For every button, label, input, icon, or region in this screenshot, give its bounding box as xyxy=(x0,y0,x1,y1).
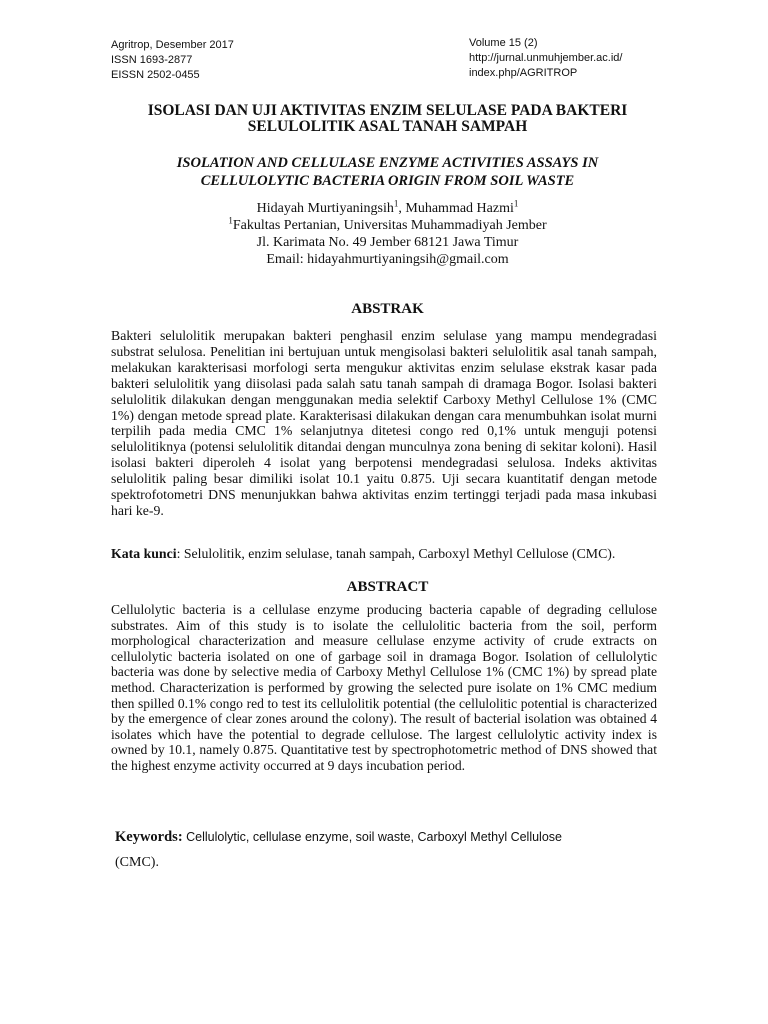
abstrak-heading: ABSTRAK xyxy=(351,301,424,317)
journal-eissn: EISSN 2502-0455 xyxy=(111,69,200,81)
abstract-keywords-label: Keywords: xyxy=(115,829,183,845)
author-2: Muhammad Hazmi xyxy=(405,201,514,216)
author-affiliation xyxy=(100,217,675,234)
abstrak-keywords-label: Kata kunci xyxy=(111,546,177,561)
paper-title-english xyxy=(100,154,675,190)
author-email: Email: hidayahmurtiyaningsih@gmail.com xyxy=(266,252,509,267)
author-names xyxy=(100,200,675,217)
journal-header-right xyxy=(469,36,622,81)
journal-date: Agritrop, Desember 2017 xyxy=(111,39,234,51)
journal-url-line2: index.php/AGRITROP xyxy=(469,67,578,79)
paper-title-english-line1: ISOLATION AND CELLULASE ENZYME ACTIVITIES ASSAYS IN xyxy=(176,155,599,171)
abstract-heading: ABSTRACT xyxy=(346,579,429,595)
abstract-keywords xyxy=(115,824,675,876)
affiliation-text: Fakultas Pertanian, Universitas Muhammadiyah Jember xyxy=(232,218,547,233)
author-1: Hidayah Murtiyaningsih xyxy=(256,201,394,216)
author-2-affiliation-mark: 1 xyxy=(513,198,519,209)
author-block xyxy=(100,200,675,268)
abstrak-body: Bakteri selulolitik merupakan bakteri penghasil enzim selulase yang mampu mendegradasi substrat selulosa. Penelitian ini bertujuan untuk mengisolasi bakteri selulolitik asal tanah sampah, melakukan karakterisasi morfologi serta mengukur aktivitas enzim selulase ekstrak kasar pada bakteri selulolitik yang diisolasi pada salah satu tanah sampah di dramaga Bogor. Isolasi bakteri selulolitik dilakukan dengan menggunakan media selektif Carboxy Methyl Cellulose 1% (CMC 1%) dengan metode spread plate. Karakterisasi dilakukan dengan cara menumbuhkan isolat murni terpilih pada media CMC 1% selanjutnya ditetesi congo red 0,1% untuk menguji potensi selulolitiknya (potensi selulolitik ditandai dengan munculnya zona bening di sekitar koloni). Hasil isolasi bakteri diperoleh 4 isolat yang berpotensi mendegradasi selulosa. Indeks aktivitas selulolitik paling besar dimiliki isolat 10.1 yaitu 0.875. Uji secara kuantitatif dengan metode spektrofotometri DNS menunjukkan bahwa aktivitas enzim tertinggi terjadi pada masa inkubasi hari ke-9. xyxy=(111,328,657,518)
journal-url-line1: http://jurnal.unmuhjember.ac.id/ xyxy=(469,52,623,64)
journal-header-left xyxy=(111,38,234,83)
abstrak-keywords-text: : Selulolitik, enzim selulase, tanah sampah, Carboxyl Methyl Cellulose (CMC). xyxy=(176,546,616,561)
author-address: Jl. Karimata No. 49 Jember 68121 Jawa Timur xyxy=(256,235,519,250)
author-1-affiliation-mark: 1 xyxy=(393,198,399,209)
abstract-body: Cellulolytic bacteria is a cellulase enzyme producing bacteria capable of degrading cellulose substrates. Aim of this study is to isolate the cellulolitic bacteria from the soil, perform morphological characterization and measure cellulase enzyme activity of crude extracts on cellulolytic bacteria isolated on one of garbage soil in dramaga Bogor. Isolation of cellulolytic bacteria was done by selective media of Carboxy Methyl Cellulose 1% (CMC 1%) by spread plate method. Characterization is performed by growing the selected pure isolate on 1% CMC medium then spilled 0.1% congo red to test its cellulolitik potential (the cellulolitic potential is characterized by the emergence of clear zones around the colony). The result of bacterial isolation was obtained 4 isolates which have the potential to degrade cellulose. The largest cellulolytic activity index is owned by 10.1, namely 0.875. Quantitative test by spectrophotometric method of DNS showed that the highest enzyme activity occurred at 9 days incubation period. xyxy=(111,602,657,773)
paper-title-english-line2: CELLULOLYTIC BACTERIA ORIGIN FROM SOIL WASTE xyxy=(200,173,575,189)
journal-volume: Volume 15 (2) xyxy=(469,37,538,49)
author-separator: , xyxy=(398,201,406,216)
paper-title-line2: SELULOLITIK ASAL TANAH SAMPAH xyxy=(247,118,528,135)
paper-title xyxy=(100,103,675,135)
affiliation-mark: 1 xyxy=(228,215,233,226)
abstract-keywords-text: Cellulolytic, cellulase enzyme, soil waste, Carboxyl Methyl Cellulose xyxy=(182,830,562,844)
journal-issn: ISSN 1693-2877 xyxy=(111,54,193,66)
paper-title-line1: ISOLASI DAN UJI AKTIVITAS ENZIM SELULASE PADA BAKTERI xyxy=(147,102,628,119)
abstrak-keywords xyxy=(111,546,657,562)
abstract-keywords-last: (CMC). xyxy=(115,855,159,870)
